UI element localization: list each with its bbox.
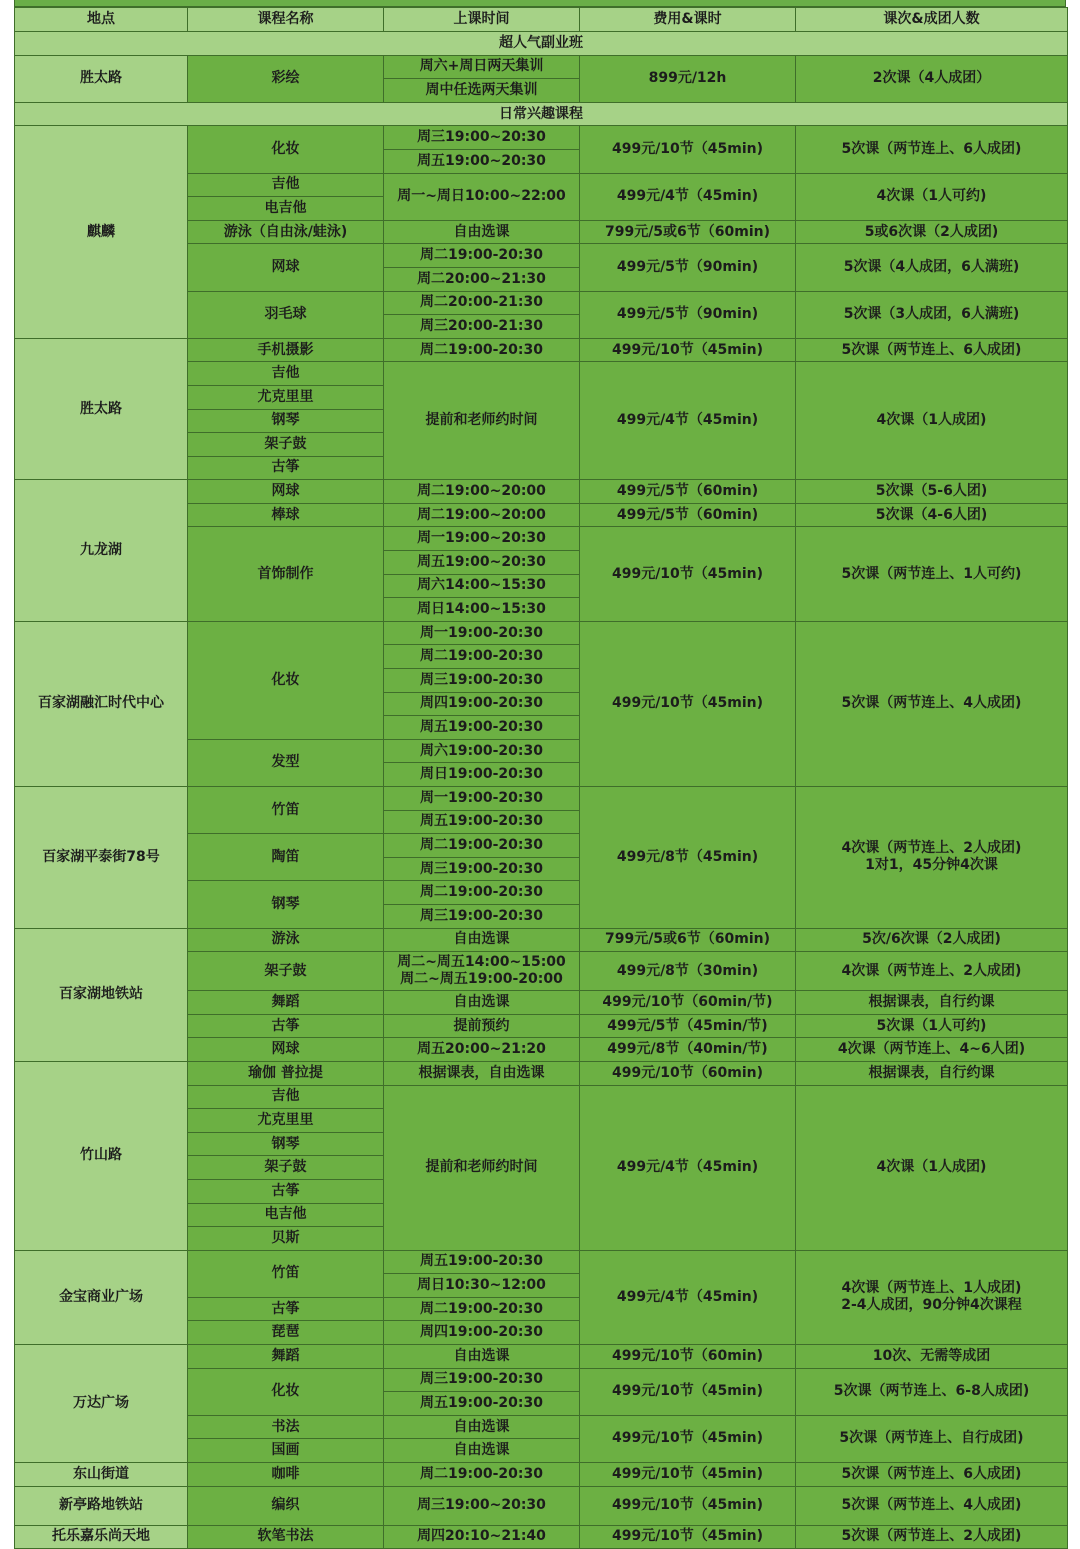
course-cell: 电吉他: [188, 1203, 384, 1227]
fee-cell: 499元/5节（60min): [580, 503, 796, 527]
course-cell: 电吉他: [188, 197, 384, 221]
time-cell: 周二20:00~21:30: [384, 267, 580, 291]
count-cell: 5次课（两节连上、2人成团): [796, 1525, 1068, 1549]
course-cell: 琵琶: [188, 1321, 384, 1345]
course-cell: 吉他: [188, 362, 384, 386]
course-cell: 化妆: [188, 126, 384, 173]
time-cell: 周四19:00-20:30: [384, 692, 580, 716]
fee-cell: 899元/12h: [580, 55, 796, 102]
time-cell: 周三19:00-20:30: [384, 857, 580, 881]
fee-cell: 499元/4节（45min): [580, 1250, 796, 1344]
fee-cell: 499元/10节（45min): [580, 527, 796, 621]
course-cell: 竹笛: [188, 787, 384, 834]
time-cell: 周四20:10~21:40: [384, 1525, 580, 1549]
course-cell: 钢琴: [188, 881, 384, 928]
course-cell: 发型: [188, 739, 384, 786]
fee-cell: 499元/10节（45min): [580, 1525, 796, 1549]
time-cell: 周二19:00-20:30: [384, 1297, 580, 1321]
fee-cell: 799元/5或6节（60min): [580, 928, 796, 952]
fee-cell: 499元/4节（45min): [580, 173, 796, 220]
location-cell: 万达广场: [15, 1345, 188, 1463]
header-location: 地点: [15, 8, 188, 32]
count-cell: 5次课（两节连上、6-8人成团): [796, 1368, 1068, 1415]
fee-cell: 499元/8节（40min/节): [580, 1038, 796, 1062]
count-cell: 4次课（两节连上、4~6人团): [796, 1038, 1068, 1062]
fee-cell: 499元/5节（90min): [580, 244, 796, 291]
time-cell: 自由选课: [384, 1345, 580, 1369]
time-cell: 周六14:00~15:30: [384, 574, 580, 598]
course-cell: 架子鼓: [188, 433, 384, 457]
time-cell: 自由选课: [384, 928, 580, 952]
location-cell: 金宝商业广场: [15, 1250, 188, 1344]
header-row: [15, 8, 1068, 32]
time-cell: 提前预约: [384, 1014, 580, 1038]
time-cell: 周日14:00~15:30: [384, 598, 580, 622]
time-cell: 周二19:00~20:00: [384, 503, 580, 527]
course-cell: 尤克里里: [188, 385, 384, 409]
time-cell: 自由选课: [384, 1439, 580, 1463]
fee-cell: 499元/10节（45min): [580, 1463, 796, 1487]
fee-cell: 499元/4节（45min): [580, 362, 796, 480]
location-cell: 托乐嘉乐尚天地: [15, 1525, 188, 1549]
time-cell: 自由选课: [384, 220, 580, 244]
fee-cell: 499元/8节（30min): [580, 952, 796, 991]
time-cell: 周五20:00~21:20: [384, 1038, 580, 1062]
time-cell: 周三19:00-20:30: [384, 669, 580, 693]
fee-cell: 799元/5或6节（60min): [580, 220, 796, 244]
table-row: [15, 1486, 1068, 1525]
time-cell: 自由选课: [384, 1415, 580, 1439]
course-cell: 游泳（自由泳/蛙泳): [188, 220, 384, 244]
time-cell: 周二19:00-20:30: [384, 881, 580, 905]
course-cell: 瑜伽 普拉提: [188, 1061, 384, 1085]
time-cell: 周二19:00~20:00: [384, 480, 580, 504]
time-cell: 提前和老师约时间: [384, 362, 580, 480]
course-cell: 羽毛球: [188, 291, 384, 338]
time-cell: 周二19:00-20:30: [384, 645, 580, 669]
count-cell: 根据课表，自行约课: [796, 1061, 1068, 1085]
course-cell: 古筝: [188, 456, 384, 480]
time-cell: 周二19:00-20:30: [384, 1463, 580, 1487]
course-schedule-table: [14, 7, 1068, 1549]
count-cell: 2次课（4人成团）: [796, 55, 1068, 102]
count-cell: 5次课（两节连上、6人成团): [796, 1463, 1068, 1487]
course-cell: 咖啡: [188, 1463, 384, 1487]
course-cell: 游泳: [188, 928, 384, 952]
table-row: [15, 1525, 1068, 1549]
count-cell: 5次课（两节连上、4人成团): [796, 1486, 1068, 1525]
time-cell: 自由选课: [384, 991, 580, 1015]
course-cell: 陶笛: [188, 834, 384, 881]
course-cell: 书法: [188, 1415, 384, 1439]
course-cell: 尤克里里: [188, 1109, 384, 1133]
course-cell: 竹笛: [188, 1250, 384, 1297]
course-cell: 首饰制作: [188, 527, 384, 621]
course-cell: 化妆: [188, 1368, 384, 1415]
location-cell: 百家湖平泰街78号: [15, 787, 188, 929]
time-cell: 提前和老师约时间: [384, 1085, 580, 1250]
time-cell: 周五19:00~20:30: [384, 149, 580, 173]
count-cell: 5次课（两节连上、自行成团): [796, 1415, 1068, 1462]
time-cell: 周五19:00-20:30: [384, 716, 580, 740]
header-course: 课程名称: [188, 8, 384, 32]
course-cell: 古筝: [188, 1014, 384, 1038]
time-cell: 周一19:00-20:30: [384, 787, 580, 811]
count-cell: 4次课（两节连上、2人成团) 1对1，45分钟4次课: [796, 787, 1068, 929]
course-cell: 贝斯: [188, 1227, 384, 1251]
course-cell: 舞蹈: [188, 991, 384, 1015]
time-cell: 周三19:00~20:30: [384, 1486, 580, 1525]
course-cell: 古筝: [188, 1297, 384, 1321]
time-cell: 周三19:00-20:30: [384, 1368, 580, 1392]
time-cell: 周一19:00-20:30: [384, 621, 580, 645]
count-cell: 4次课（1人成团): [796, 362, 1068, 480]
course-cell: 架子鼓: [188, 952, 384, 991]
location-cell: 新亭路地铁站: [15, 1486, 188, 1525]
time-cell: 周一~周日10:00~22:00: [384, 173, 580, 220]
count-cell: 5次课（两节连上、4人成团): [796, 621, 1068, 786]
time-cell: 周二19:00-20:30: [384, 338, 580, 362]
fee-cell: 499元/5节（90min): [580, 291, 796, 338]
table-row: [15, 1345, 1068, 1369]
fee-cell: 499元/10节（60min/节): [580, 991, 796, 1015]
course-cell: 古筝: [188, 1179, 384, 1203]
fee-cell: 499元/10节（60min): [580, 1345, 796, 1369]
count-cell: 4次课（两节连上、1人成团) 2-4人成团，90分钟4次课程: [796, 1250, 1068, 1344]
time-cell: 周中任选两天集训: [384, 79, 580, 103]
section-title: 日常兴趣课程: [15, 102, 1068, 126]
table-top-strip: [14, 0, 1066, 7]
count-cell: 5次/6次课（2人成团): [796, 928, 1068, 952]
location-cell: 百家湖地铁站: [15, 928, 188, 1061]
time-cell: 周五19:00-20:30: [384, 810, 580, 834]
location-cell: 胜太路: [15, 55, 188, 102]
location-cell: 百家湖融汇时代中心: [15, 621, 188, 786]
count-cell: 5次课（两节连上、6人成团): [796, 338, 1068, 362]
count-cell: 根据课表，自行约课: [796, 991, 1068, 1015]
count-cell: 5或6次课（2人成团): [796, 220, 1068, 244]
count-cell: 4次课（1人成团): [796, 1085, 1068, 1250]
header-fee: 费用&课时: [580, 8, 796, 32]
time-cell: 周四19:00-20:30: [384, 1321, 580, 1345]
course-cell: 钢琴: [188, 1132, 384, 1156]
count-cell: 5次课（3人成团，6人满班): [796, 291, 1068, 338]
table-row: [15, 787, 1068, 811]
fee-cell: 499元/10节（45min): [580, 338, 796, 362]
fee-cell: 499元/8节（45min): [580, 787, 796, 929]
count-cell: 5次课（1人可约): [796, 1014, 1068, 1038]
table-row: [15, 480, 1068, 504]
time-cell: 周二20:00-21:30: [384, 291, 580, 315]
course-cell: 吉他: [188, 1085, 384, 1109]
course-cell: 编织: [188, 1486, 384, 1525]
time-cell: 周二19:00-20:30: [384, 244, 580, 268]
time-cell: 周三19:00-20:30: [384, 904, 580, 928]
count-cell: 5次课（4-6人团): [796, 503, 1068, 527]
table-row: [15, 928, 1068, 952]
fee-cell: 499元/5节（60min): [580, 480, 796, 504]
count-cell: 10次、无需等成团: [796, 1345, 1068, 1369]
table-row: [15, 338, 1068, 362]
fee-cell: 499元/10节（45min): [580, 1368, 796, 1415]
course-cell: 国画: [188, 1439, 384, 1463]
fee-cell: 499元/10节（45min): [580, 126, 796, 173]
fee-cell: 499元/10节（45min): [580, 1486, 796, 1525]
course-cell: 吉他: [188, 173, 384, 197]
location-cell: 九龙湖: [15, 480, 188, 622]
time-cell: 周三19:00~20:30: [384, 126, 580, 150]
course-cell: 手机摄影: [188, 338, 384, 362]
section-row: [15, 32, 1068, 56]
fee-cell: 499元/10节（60min): [580, 1061, 796, 1085]
course-cell: 彩绘: [188, 55, 384, 102]
course-cell: 网球: [188, 480, 384, 504]
time-cell: 根据课表，自由选课: [384, 1061, 580, 1085]
time-cell: 周六+周日两天集训: [384, 55, 580, 79]
location-cell: 东山街道: [15, 1463, 188, 1487]
count-cell: 4次课（两节连上、2人成团): [796, 952, 1068, 991]
table-row: [15, 1463, 1068, 1487]
course-cell: 网球: [188, 244, 384, 291]
count-cell: 5次课（4人成团，6人满班): [796, 244, 1068, 291]
table-row: [15, 1061, 1068, 1085]
time-cell: 周二~周五14:00~15:00 周二~周五19:00-20:00: [384, 952, 580, 991]
course-cell: 化妆: [188, 621, 384, 739]
course-cell: 架子鼓: [188, 1156, 384, 1180]
section-title: 超人气副业班: [15, 32, 1068, 56]
course-cell: 棒球: [188, 503, 384, 527]
fee-cell: 499元/4节（45min): [580, 1085, 796, 1250]
location-cell: 胜太路: [15, 338, 188, 480]
count-cell: 5次课（两节连上、1人可约): [796, 527, 1068, 621]
time-cell: 周日19:00-20:30: [384, 763, 580, 787]
time-cell: 周五19:00-20:30: [384, 1250, 580, 1274]
time-cell: 周一19:00~20:30: [384, 527, 580, 551]
table-row: [15, 621, 1068, 645]
course-cell: 舞蹈: [188, 1345, 384, 1369]
fee-cell: 499元/10节（45min): [580, 621, 796, 786]
fee-cell: 499元/5节（45min/节): [580, 1014, 796, 1038]
count-cell: 5次课（两节连上、6人成团): [796, 126, 1068, 173]
course-cell: 钢琴: [188, 409, 384, 433]
course-cell: 网球: [188, 1038, 384, 1062]
location-cell: 竹山路: [15, 1061, 188, 1250]
course-cell: 软笔书法: [188, 1525, 384, 1549]
time-cell: 周二19:00-20:30: [384, 834, 580, 858]
table-row: [15, 1250, 1068, 1274]
count-cell: 4次课（1人可约): [796, 173, 1068, 220]
header-count: 课次&成团人数: [796, 8, 1068, 32]
section-row: [15, 102, 1068, 126]
location-cell: 麒麟: [15, 126, 188, 338]
time-cell: 周五19:00-20:30: [384, 1392, 580, 1416]
table-row: [15, 55, 1068, 79]
time-cell: 周日10:30~12:00: [384, 1274, 580, 1298]
table-body: [15, 8, 1068, 1549]
time-cell: 周三20:00-21:30: [384, 315, 580, 339]
count-cell: 5次课（5-6人团): [796, 480, 1068, 504]
time-cell: 周五19:00~20:30: [384, 551, 580, 575]
table-row: [15, 126, 1068, 150]
fee-cell: 499元/10节（45min): [580, 1415, 796, 1462]
time-cell: 周六19:00-20:30: [384, 739, 580, 763]
header-time: 上课时间: [384, 8, 580, 32]
